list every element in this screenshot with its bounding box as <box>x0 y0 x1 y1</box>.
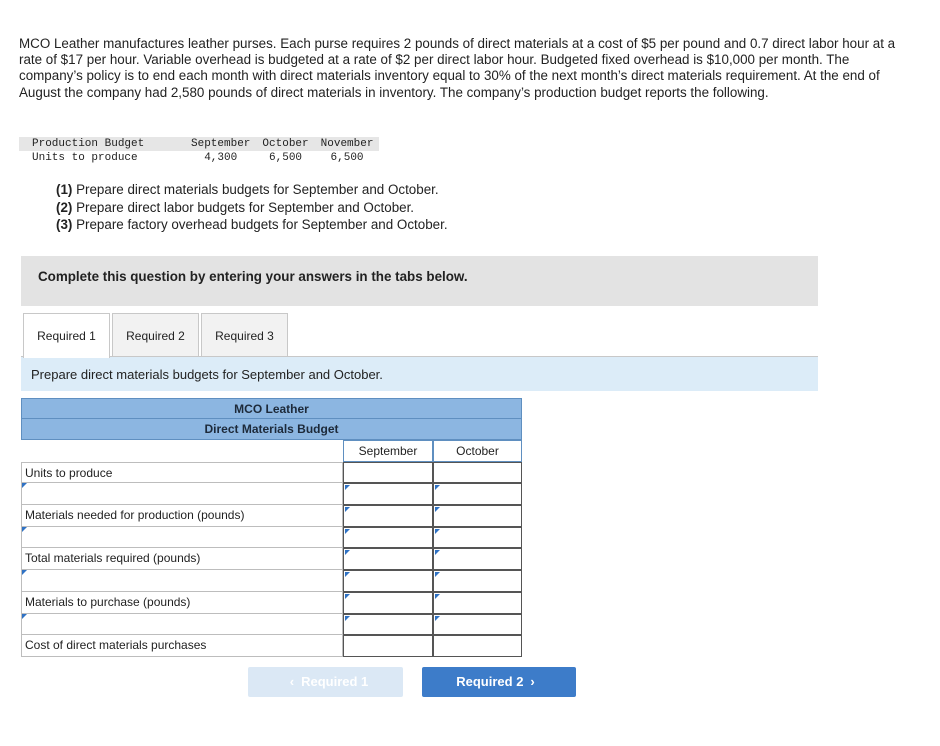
requirement-3: (3) Prepare factory overhead budgets for September and October. <box>56 217 448 232</box>
tab-required-3[interactable]: Required 3 <box>201 313 288 357</box>
input-row8-october[interactable] <box>433 614 522 636</box>
row-label-input-4[interactable] <box>21 614 343 636</box>
input-units-october[interactable] <box>433 462 522 484</box>
input-marker-icon <box>345 507 350 512</box>
column-header-row <box>21 440 522 462</box>
input-marker-icon <box>435 616 440 621</box>
input-row4-september[interactable] <box>343 527 433 549</box>
instructions-banner <box>21 256 818 306</box>
row-label-total-required: Total materials required (pounds) <box>21 548 343 570</box>
tab-required-2[interactable]: Required 2 <box>112 313 199 357</box>
input-marker-icon <box>345 616 350 621</box>
budget-row-materials-to-purchase <box>21 592 522 614</box>
next-required-button[interactable] <box>422 667 576 697</box>
production-budget-header: Production Budget <box>19 137 185 151</box>
units-to-produce-label: Units to produce <box>32 152 138 164</box>
input-total-required-september[interactable] <box>343 548 433 570</box>
row-label-materials-to-purchase: Materials to purchase (pounds) <box>21 592 343 614</box>
dropdown-marker-icon <box>22 570 27 575</box>
input-units-september[interactable] <box>343 462 433 484</box>
units-september: 4,300 <box>204 152 238 164</box>
input-row2-september[interactable] <box>343 483 433 505</box>
input-materials-needed-october[interactable] <box>433 505 522 527</box>
row-label-units-to-produce: Units to produce <box>21 462 343 484</box>
input-marker-icon <box>345 572 350 577</box>
input-row4-october[interactable] <box>433 527 522 549</box>
prev-button-label: Required 1 <box>301 674 369 689</box>
dropdown-marker-icon <box>22 483 27 488</box>
tab-instruction <box>21 357 818 391</box>
row-label-input-2[interactable] <box>21 527 343 549</box>
row-label-input-3[interactable] <box>21 570 343 592</box>
chevron-left-icon: ‹ <box>289 674 295 689</box>
input-materials-purchase-september[interactable] <box>343 592 433 614</box>
input-marker-icon <box>345 550 350 555</box>
requirement-2: (2) Prepare direct labor budgets for September and October. <box>56 199 415 215</box>
units-november: 6,500 <box>330 152 364 164</box>
instruction-text: Prepare direct materials budgets for September and October. <box>31 367 383 382</box>
input-marker-icon <box>435 485 440 490</box>
requirement-1: (1) Prepare direct materials budgets for September and October. <box>56 182 439 197</box>
input-marker-icon <box>435 529 440 534</box>
units-october: 6,500 <box>269 152 303 164</box>
prev-required-button[interactable] <box>248 667 403 697</box>
input-row6-september[interactable] <box>343 570 433 592</box>
input-row8-september[interactable] <box>343 614 433 636</box>
row-label-cost-of-purchases: Cost of direct materials purchases <box>21 635 343 657</box>
input-cost-october[interactable] <box>433 635 522 657</box>
header-october: October <box>256 137 314 151</box>
requirements-list <box>56 181 448 234</box>
column-september: September <box>343 440 433 462</box>
budget-row-blank-1 <box>21 483 522 505</box>
input-marker-icon <box>435 572 440 577</box>
input-row2-october[interactable] <box>433 483 522 505</box>
input-row6-october[interactable] <box>433 570 522 592</box>
next-button-label: Required 2 <box>456 674 524 689</box>
budget-row-units <box>21 462 522 484</box>
input-total-required-october[interactable] <box>433 548 522 570</box>
input-materials-needed-september[interactable] <box>343 505 433 527</box>
input-cost-september[interactable] <box>343 635 433 657</box>
direct-materials-budget <box>21 398 522 657</box>
input-marker-icon <box>435 594 440 599</box>
row-label-input-1[interactable] <box>21 483 343 505</box>
header-september: September <box>185 137 256 151</box>
input-marker-icon <box>435 550 440 555</box>
budget-row-total-required <box>21 548 522 570</box>
input-marker-icon <box>345 594 350 599</box>
chevron-right-icon: › <box>530 674 535 689</box>
budget-title: Direct Materials Budget <box>21 419 522 440</box>
budget-row-blank-2 <box>21 527 522 549</box>
budget-row-cost-of-purchases <box>21 635 522 657</box>
tab-required-1[interactable]: Required 1 <box>23 313 110 358</box>
input-marker-icon <box>345 529 350 534</box>
column-october: October <box>433 440 522 462</box>
header-november: November <box>315 137 380 151</box>
budget-company: MCO Leather <box>21 398 522 419</box>
problem-statement: MCO Leather manufactures leather purses. Each purse requires 2 pounds of direct materials at a cost of $5 per pound and 0.7 direct labor hour at a rate of $17 per hour. Variable overhead is budgeted at a rate of $2 per direct labor hour. Budgeted fixed overhead is $10,000 per month. The company’s policy is to end each month with direct materials inventory equal to 30% of the next month’s direct materials requirement. At the end of August the company had 2,580 pounds of direct materials in inventory. The company’s production budget reports the following. <box>19 36 896 100</box>
dropdown-marker-icon <box>22 527 27 532</box>
input-marker-icon <box>345 485 350 490</box>
production-budget-table <box>19 137 379 165</box>
banner-text: Complete this question by entering your answers in the tabs below. <box>38 269 468 284</box>
budget-row-materials-needed <box>21 505 522 527</box>
dropdown-marker-icon <box>22 614 27 619</box>
row-label-materials-needed: Materials needed for production (pounds) <box>21 505 343 527</box>
budget-row-blank-3 <box>21 570 522 592</box>
budget-row-blank-4 <box>21 614 522 636</box>
input-materials-purchase-october[interactable] <box>433 592 522 614</box>
input-marker-icon <box>435 507 440 512</box>
